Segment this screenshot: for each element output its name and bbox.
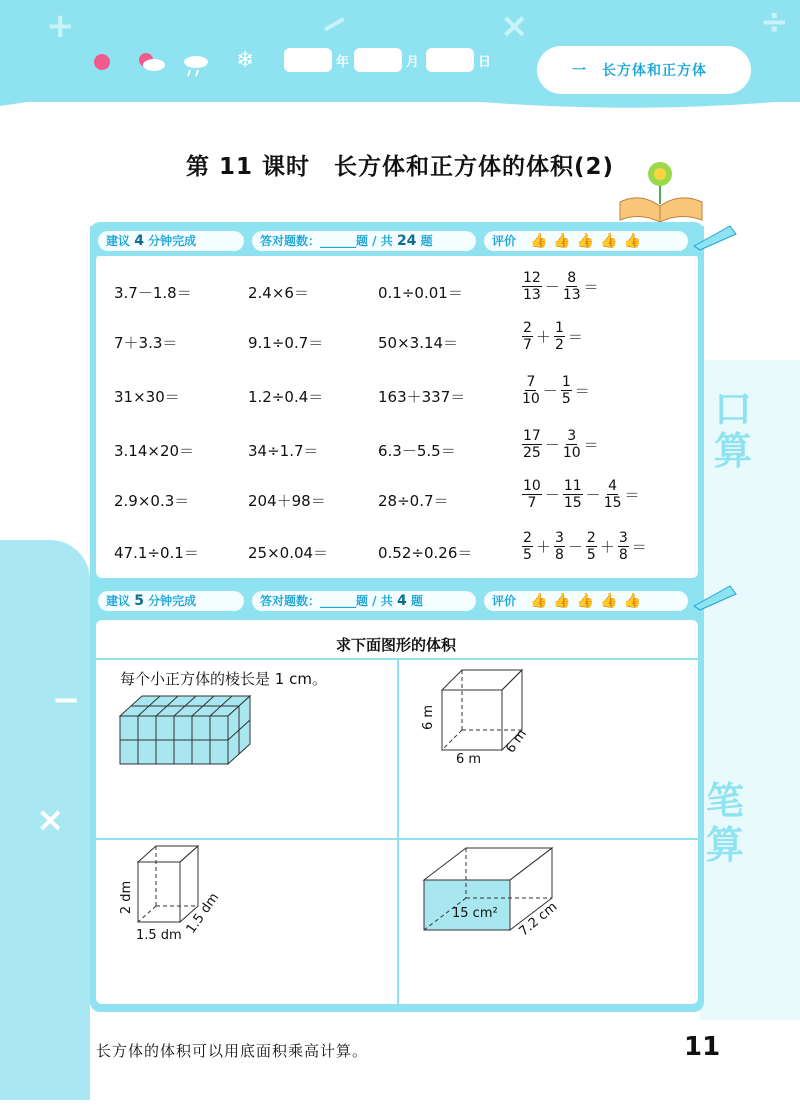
denominator: 7 <box>523 337 532 353</box>
numerator: 3 <box>554 530 564 546</box>
calc-item: 47.1÷0.1＝ <box>114 544 199 562</box>
calc-item: 2.4×6＝ <box>248 284 309 302</box>
info-bar-2 <box>90 586 704 616</box>
calc-item: 204＋98＝ <box>248 492 326 510</box>
cube-note: 每个小正方体的棱长是 1 cm。 <box>120 670 327 688</box>
operator: － <box>567 538 583 556</box>
operator: － <box>544 436 560 454</box>
fraction <box>554 530 565 563</box>
denominator: 13 <box>523 287 541 303</box>
numerator: 12 <box>523 270 541 286</box>
sun-icon <box>94 54 110 70</box>
numerator: 10 <box>523 478 541 494</box>
denominator: 2 <box>554 337 564 353</box>
operator: ＝ <box>583 278 599 296</box>
operator: ＋ <box>599 538 615 556</box>
denominator: 8 <box>554 547 564 563</box>
fraction <box>618 530 629 563</box>
info-bar-1 <box>90 226 704 256</box>
weather-icons <box>92 50 222 78</box>
denominator: 5 <box>586 547 596 563</box>
cube-figure <box>420 660 560 780</box>
pencil-icon-1 <box>690 222 740 252</box>
fraction <box>522 320 533 353</box>
times-decoration: × <box>500 6 529 46</box>
numerator: 1 <box>554 320 564 336</box>
fraction <box>554 320 565 353</box>
fraction <box>563 270 581 303</box>
operator: ＝ <box>583 436 599 454</box>
month-label: 月 <box>406 55 420 70</box>
footer-tip: 长方体的体积可以用底面积乘高计算。 <box>96 1042 369 1060</box>
denominator: 15 <box>563 495 582 511</box>
numerator: 2 <box>523 320 532 336</box>
written-calc-label-2: 算 <box>705 823 744 867</box>
fraction <box>522 478 542 511</box>
operator: － <box>585 486 601 504</box>
pencil-icon-2 <box>690 582 740 612</box>
denominator: 10 <box>562 445 581 461</box>
grid-line-vertical <box>397 658 399 1004</box>
calc-item: 1.2÷0.4＝ <box>248 388 324 406</box>
rain-cloud-icon <box>184 56 208 68</box>
year-label: 年 <box>336 55 350 70</box>
operator: ＝ <box>567 328 583 346</box>
calc-item: 25×0.04＝ <box>248 544 329 562</box>
fraction <box>522 374 540 407</box>
fraction <box>522 530 533 563</box>
oral-calc-label-2: 算 <box>713 429 752 473</box>
numerator: 17 <box>523 428 541 444</box>
denominator: 25 <box>523 445 541 461</box>
fraction-expression <box>520 374 591 407</box>
calc-item: 34÷1.7＝ <box>248 442 319 460</box>
fraction <box>561 374 572 407</box>
numerator: 7 <box>526 374 536 390</box>
book-flower-illustration <box>616 150 706 226</box>
thumbs-up-icons-2[interactable]: 👍👍👍👍👍 <box>530 593 648 609</box>
plus-decoration: + <box>46 6 75 46</box>
minus-decoration-left: − <box>52 680 81 720</box>
prism-width-label: 1.5 dm <box>136 928 182 943</box>
numerator: 11 <box>563 478 582 494</box>
calc-item: 3.7－1.8＝ <box>114 284 192 302</box>
numerator: 2 <box>523 530 532 546</box>
rating-1: 评价 <box>484 231 688 251</box>
denominator: 5 <box>561 391 571 407</box>
fraction-expression <box>520 428 600 461</box>
denominator: 13 <box>562 287 581 303</box>
operator: ＝ <box>624 486 640 504</box>
fraction <box>522 270 542 303</box>
prism-depth-label: 1.5 dm <box>183 890 223 937</box>
cube-height-label: 6 m <box>421 704 437 731</box>
operator: － <box>542 382 558 400</box>
score-count-1: 答对题数：______题 / 共 24 题 <box>252 231 476 251</box>
calc-item: 6.3－5.5＝ <box>378 442 456 460</box>
calc-item: 0.52÷0.26＝ <box>378 544 473 562</box>
denominator: 5 <box>523 547 532 563</box>
written-calc-label-1: 笔 <box>705 779 744 823</box>
fraction-expression <box>520 478 641 511</box>
calc-item: 31×30＝ <box>114 388 180 406</box>
fraction-expression <box>520 530 648 563</box>
times-decoration-left: × <box>36 800 65 840</box>
operator: ＝ <box>631 538 647 556</box>
fraction <box>522 428 542 461</box>
numerator: 1 <box>561 374 571 390</box>
calc-item: 7＋3.3＝ <box>114 334 178 352</box>
numerator: 3 <box>567 428 577 444</box>
rating-2: 评价 <box>484 591 688 611</box>
snowflake-icon: ❄ <box>236 48 255 73</box>
numerator: 3 <box>618 530 628 546</box>
month-box[interactable] <box>354 48 402 72</box>
calc-item: 2.9×0.3＝ <box>114 492 190 510</box>
operator: ＝ <box>574 382 590 400</box>
numerator: 8 <box>567 270 577 286</box>
fraction <box>586 530 597 563</box>
day-label: 日 <box>478 55 492 70</box>
operator: ＋ <box>535 328 551 346</box>
fraction-expression <box>520 320 584 353</box>
calc-item: 28÷0.7＝ <box>378 492 449 510</box>
calc-item: 0.1÷0.01＝ <box>378 284 463 302</box>
operator: － <box>544 278 560 296</box>
day-box[interactable] <box>426 48 474 72</box>
denominator: 7 <box>527 495 537 511</box>
calc-item: 50×3.14＝ <box>378 334 459 352</box>
small-cubes-figure <box>118 694 258 770</box>
suggest-time-1: 建议 4 分钟完成 <box>98 231 244 251</box>
box-area-label: 15 cm² <box>452 906 498 921</box>
denominator: 10 <box>522 391 540 407</box>
operator: ＋ <box>535 538 551 556</box>
lesson-title: 第 11 课时 长方体和正方体的体积(2) <box>185 154 615 180</box>
unit-label: 一 长方体和正方体 <box>572 63 707 79</box>
fraction <box>563 478 583 511</box>
denominator: 15 <box>603 495 622 511</box>
denominator: 8 <box>618 547 628 563</box>
minus-decoration: − <box>311 0 357 49</box>
divide-decoration: ÷ <box>760 2 789 42</box>
thumbs-up-icons-1[interactable]: 👍👍👍👍👍 <box>530 233 648 249</box>
cube-depth-label: 6 m <box>503 726 530 757</box>
calc-item: 3.14×20＝ <box>114 442 195 460</box>
long-box-figure <box>420 842 570 942</box>
fraction <box>563 428 581 461</box>
fraction <box>604 478 622 511</box>
year-box[interactable] <box>284 48 332 72</box>
cube-width-label: 6 m <box>456 752 482 767</box>
page-number: 11 <box>684 1032 721 1062</box>
fraction-expression <box>520 270 600 303</box>
numerator: 2 <box>586 530 596 546</box>
suggest-time-2: 建议 5 分钟完成 <box>98 591 244 611</box>
oral-calc-label-1: 口 <box>713 387 752 431</box>
box-length-label: 7.2 cm <box>516 899 561 940</box>
score-count-2: 答对题数：______题 / 共 4 题 <box>252 591 476 611</box>
numerator: 4 <box>608 478 618 494</box>
tall-prism-figure <box>132 842 232 932</box>
calc-item: 9.1÷0.7＝ <box>248 334 324 352</box>
operator: － <box>544 486 560 504</box>
grid-line-middle <box>96 838 698 840</box>
calc-item: 163＋337＝ <box>378 388 466 406</box>
section-title: 求下面图形的体积 <box>335 636 456 654</box>
prism-height-label: 2 dm <box>119 880 135 915</box>
